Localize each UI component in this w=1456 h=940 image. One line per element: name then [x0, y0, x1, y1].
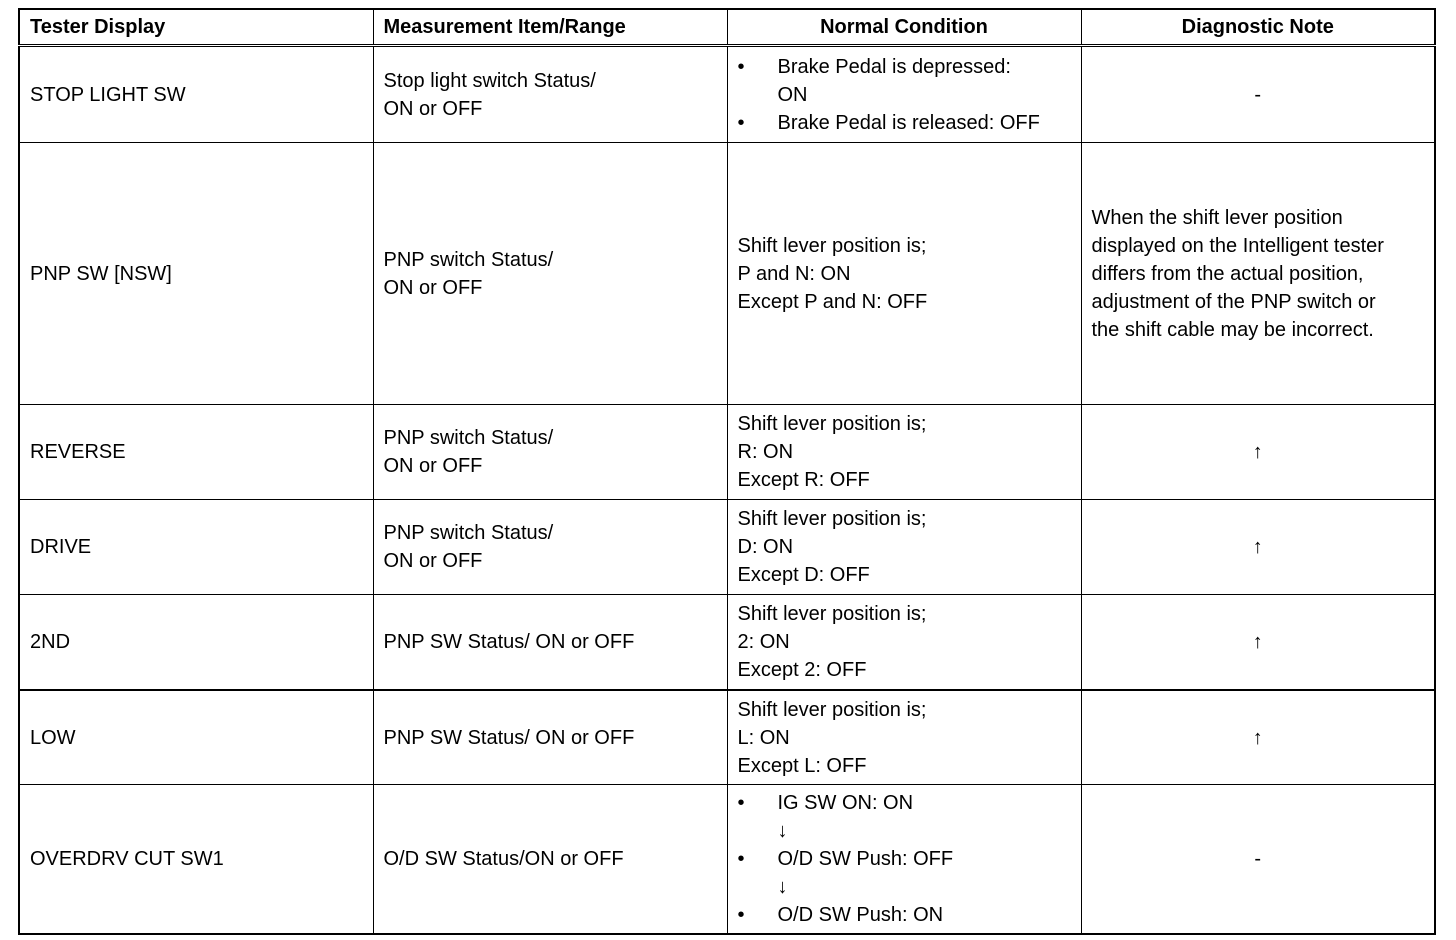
measurement-line: Stop light switch Status/	[383, 69, 596, 92]
diagnostic-note-cell: ↑	[1081, 500, 1435, 595]
note-line: the shift cable may be incorrect.	[1091, 318, 1374, 341]
condition-line: P and N: ON	[737, 262, 851, 285]
measurement-cell	[373, 690, 727, 785]
bullet-mark: •	[737, 848, 745, 870]
down-arrow-icon: ↓	[777, 876, 788, 898]
measurement-cell	[373, 595, 727, 691]
condition-bullet	[738, 109, 1071, 137]
measurement-line: ON or OFF	[383, 97, 483, 120]
condition-cell	[727, 690, 1081, 785]
table-row	[19, 405, 1435, 500]
tester-display-cell: DRIVE	[19, 500, 373, 595]
diagnostic-note-cell: -	[1081, 46, 1435, 143]
condition-line: D: ON	[737, 536, 794, 558]
measurement-line: PNP switch Status/	[383, 522, 554, 544]
condition-cell	[727, 785, 1081, 935]
condition-text	[778, 53, 1011, 109]
note-line: When the shift lever position	[1091, 206, 1343, 229]
measurement-line: PNP SW Status/ ON or OFF	[383, 631, 635, 653]
bullet-mark: •	[737, 904, 745, 926]
header-measurement-item: Measurement Item/Range	[373, 9, 727, 46]
condition-line: Except D: OFF	[737, 564, 870, 586]
condition-cell	[727, 500, 1081, 595]
down-arrow-icon: ↓	[777, 820, 788, 842]
condition-line: Brake Pedal is depressed:	[777, 55, 1011, 78]
condition-bullet	[738, 53, 1071, 109]
condition-line: O/D SW Push: OFF	[777, 848, 954, 870]
note-line: adjustment of the PNP switch or	[1091, 290, 1376, 313]
note-line: displayed on the Intelligent tester	[1091, 234, 1384, 257]
condition-line: Shift lever position is;	[737, 698, 927, 721]
condition-line: 2: ON	[737, 631, 790, 653]
measurement-line: PNP SW Status/ ON or OFF	[383, 726, 635, 749]
table-row	[19, 500, 1435, 595]
header-normal-condition: Normal Condition	[727, 9, 1081, 46]
condition-bullet	[738, 789, 1071, 817]
header-diagnostic-note: Diagnostic Note	[1081, 9, 1435, 46]
tester-display-cell: REVERSE	[19, 405, 373, 500]
measurement-line: PNP switch Status/	[383, 427, 554, 449]
condition-cell	[727, 405, 1081, 500]
condition-line: L: ON	[737, 726, 790, 749]
tester-display-cell: LOW	[19, 690, 373, 785]
header-row	[19, 9, 1435, 46]
table-row	[19, 690, 1435, 785]
condition-line: Brake Pedal is released: OFF	[777, 111, 1040, 134]
tester-display-cell: 2ND	[19, 595, 373, 691]
table-row	[19, 143, 1435, 405]
table-row	[19, 595, 1435, 691]
measurement-cell	[373, 785, 727, 935]
tester-display-cell: PNP SW [NSW]	[19, 143, 373, 405]
condition-line: Shift lever position is;	[737, 508, 927, 530]
measurement-cell	[373, 405, 727, 500]
condition-line: R: ON	[737, 441, 794, 463]
diagnostic-note-cell: -	[1081, 785, 1435, 935]
condition-cell	[727, 595, 1081, 691]
measurement-line: ON or OFF	[383, 455, 483, 477]
table-row	[19, 785, 1435, 935]
measurement-cell	[373, 143, 727, 405]
condition-line: Except R: OFF	[737, 469, 870, 491]
measurement-cell	[373, 46, 727, 143]
table-row	[19, 46, 1435, 143]
condition-line: Shift lever position is;	[737, 413, 927, 435]
condition-bullet	[738, 845, 1071, 873]
condition-line: O/D SW Push: ON	[777, 904, 944, 926]
condition-bullet	[738, 901, 1071, 929]
condition-line: Shift lever position is;	[737, 234, 927, 257]
diagnostic-note-cell: ↑	[1081, 595, 1435, 691]
condition-line: ON	[777, 83, 808, 106]
bullet-mark: •	[737, 792, 745, 814]
tester-display-cell: STOP LIGHT SW	[19, 46, 373, 143]
condition-line: IG SW ON: ON	[777, 792, 914, 814]
diagnostic-note-cell	[1081, 143, 1435, 405]
measurement-line: ON or OFF	[383, 550, 483, 572]
note-line: differs from the actual position,	[1091, 262, 1364, 285]
bullet-mark: •	[737, 55, 745, 78]
tester-display-cell: OVERDRV CUT SW1	[19, 785, 373, 935]
condition-line: Except P and N: OFF	[737, 290, 928, 313]
diagnostic-table	[18, 8, 1436, 935]
measurement-line: PNP switch Status/	[383, 248, 554, 271]
diagnostic-note-cell: ↑	[1081, 690, 1435, 785]
condition-cell	[727, 143, 1081, 405]
condition-line: Except 2: OFF	[737, 659, 867, 681]
header-tester-display: Tester Display	[19, 9, 373, 46]
measurement-line: O/D SW Status/ON or OFF	[383, 848, 624, 870]
measurement-line: ON or OFF	[383, 276, 483, 299]
measurement-cell	[373, 500, 727, 595]
diagnostic-note-cell: ↑	[1081, 405, 1435, 500]
bullet-mark: •	[737, 111, 745, 134]
condition-line: Shift lever position is;	[737, 603, 927, 625]
condition-line: Except L: OFF	[737, 754, 867, 777]
condition-cell	[727, 46, 1081, 143]
